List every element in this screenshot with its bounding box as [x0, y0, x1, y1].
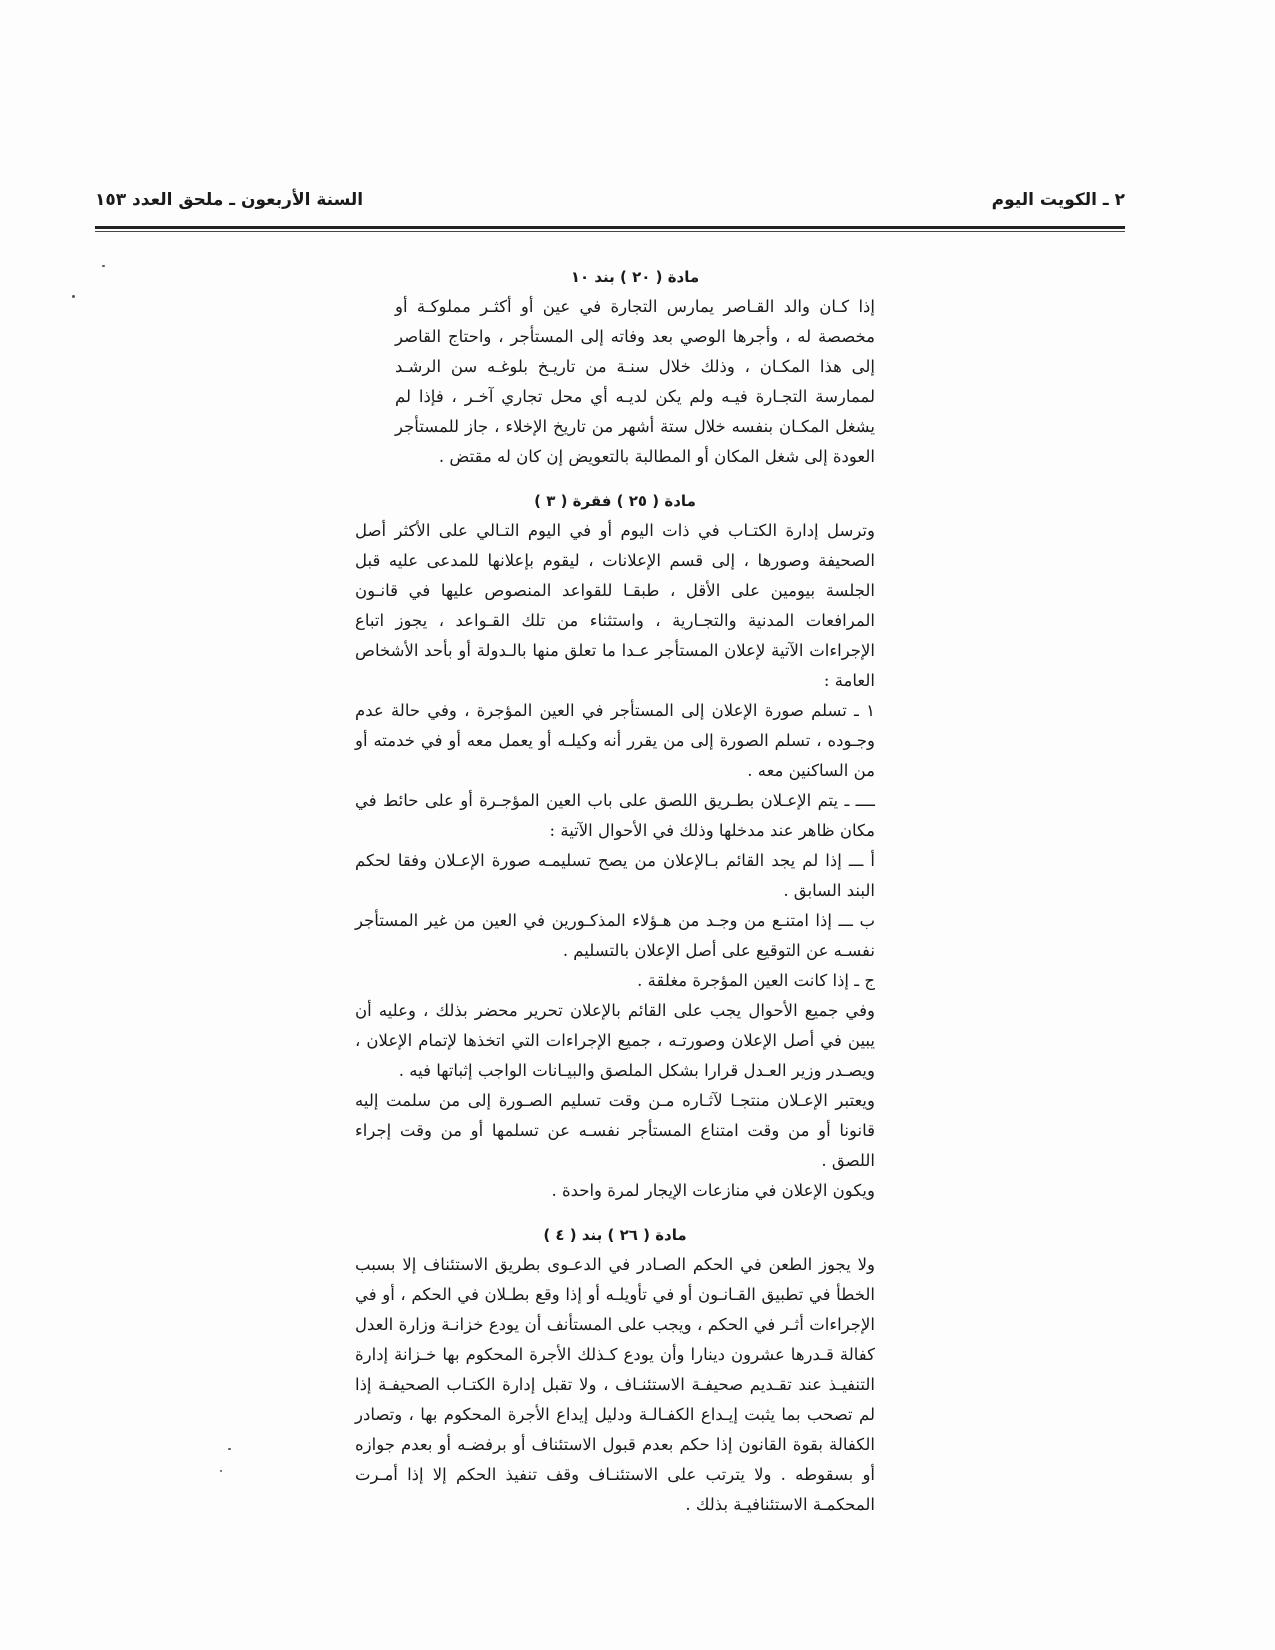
article-paragraph: ويكون الإعلان في منازعات الإيجار لمرة واحدة . — [551, 1181, 875, 1200]
article-25 — [355, 486, 875, 1206]
article-title: مادة ( ٢٠ ) بند ١٠ — [570, 268, 700, 286]
article-paragraph: ج ـ إذا كانت العين المؤجرة مغلقة . — [637, 971, 875, 990]
article-paragraph: ويعتبر الإعـلان منتجـا لآثـاره مـن وقت تسليم الصـورة إلى من سلمت إليه قانونا أو من وقت امتناع المستأجر نفسـه عن تسلمها أو من وقت إجراء اللصق . — [355, 1091, 875, 1170]
header-issue-info: السنة الأربعون ـ ملحق العدد ١٥٣ — [95, 190, 364, 210]
scan-speck — [72, 295, 75, 298]
article-paragraph: إذا كـان والد القـاصر يمارس التجارة في عين أو أكثـر مملوكـة أو مخصصة له ، وأجرها الوصي بعد وفاته إلى المستأجر ، واحتاج القاصر إلى هذا المكـان ، وذلك خلال سنـة من تاريـخ بلوغـه سن الرشـد لممارسة التجـارة فيـه ولم يكن لديـه أي محل تجاري آخـر ، فإذا لم يشغل المكـان بنفسه خلال ستة أشهر من تاريخ الإخلاء ، جاز للمستأجر العودة إلى شغل المكان أو المطالبة بالتعويض إن كان له مقتض . — [395, 297, 875, 466]
article-paragraph: ــــ ـ يتم الإعـلان بطـريق اللصق على باب العين المؤجـرة أو على حائط في مكان ظاهر عند مدخلها وذلك في الأحوال الآتية : — [355, 791, 875, 840]
article-paragraph: وفي جميع الأحوال يجب على القائم بالإعلان تحرير محضر بذلك ، وعليه أن يبين في أصل الإعلان وصورتـه ، جميع الإجراءات التي اتخذها لإتمام الإعلان ، ويصـدر وزير العـدل قرارا بشكل الملصق والبيـانات الواجب إثباتها فيه . — [355, 1001, 875, 1080]
article-20 — [395, 262, 875, 472]
article-26 — [355, 1220, 875, 1520]
scan-speck — [228, 1448, 231, 1450]
article-paragraph: ١ ـ تسلم صورة الإعلان إلى المستأجر في العين المؤجرة ، وفي حالة عدم وجـوده ، تسلم الصورة إلى من يقرر أنه وكيلـه أو يعمل معه أو في خدمته أو من الساكنين معه . — [355, 701, 875, 780]
scan-speck — [102, 265, 105, 267]
scan-speck — [220, 1470, 222, 1472]
article-title: مادة ( ٢٥ ) فقرة ( ٣ ) — [534, 492, 696, 510]
article-paragraph: وترسل إدارة الكتـاب في ذات اليوم أو في اليوم التـالي على الأكثر أصل الصحيفة وصورها ، إلى قسم الإعلانات ، ليقوم بإعلانها للمدعى عليه قبل الجلسة بيومين على الأقل ، طبقـا للقواعد المنصوص عليها في قانـون المرافعات المدنية والتجـارية ، واستثناء من تلك القـواعد ، يجوز اتباع الإجراءات الآتية لإعلان المستأجر عـدا ما تعلق منها بالـدولة أو بأحد الأشخاص العامة : — [355, 521, 875, 690]
article-paragraph: أ ـــ إذا لم يجد القائم بـالإعلان من يصح تسليمـه صورة الإعـلان وفقا لحكم البند السابق . — [355, 851, 875, 900]
header-rule — [95, 226, 1125, 229]
article-title: مادة ( ٢٦ ) بند ( ٤ ) — [543, 1226, 687, 1244]
document-body — [355, 262, 875, 1534]
article-paragraph: ولا يجوز الطعن في الحكم الصـادر في الدعـوى بطريق الاستئناف إلا بسبب الخطأ في تطبيق القـانـون أو في تأويلـه أو إذا وقع بطـلان في الحكم ، أو في الإجراءات أثـر في الحكم ، ويجب على المستأنف أن يودع خزانـة وزارة العدل كفالة قـدرها عشرون دينارا وأن يودع كـذلك الأجرة المحكوم بها خـزانة إدارة التنفيـذ عند تقـديم صحيفـة الاستئنـاف ، ولا تقبل إدارة الكتـاب الصحيفـة إذا لم تصحب بما يثبت إيـداع الكفـالـة ودليل إيداع الأجرة المحكوم بها ، وتصادر الكفالة بقوة القانون إذا حكم بعدم قبول الاستئناف أو برفضـه أو بعدم جوازه أو بسقوطه . ولا يترتب على الاستئنـاف وقف تنفيذ الحكم إلا إذا أمـرت المحكمـة الاستئنافيـة بذلك . — [355, 1255, 875, 1514]
article-paragraph: ب ـــ إذا امتنـع من وجـد من هـؤلاء المذكـورين في العين من غير المستأجر نفسـه عن التوقيع على أصل الإعلان بالتسليم . — [355, 911, 875, 960]
header-publication-title: ٢ ـ الكويت اليوم — [991, 190, 1125, 210]
page-header — [95, 190, 1125, 224]
header-rule-thin — [95, 231, 1125, 232]
